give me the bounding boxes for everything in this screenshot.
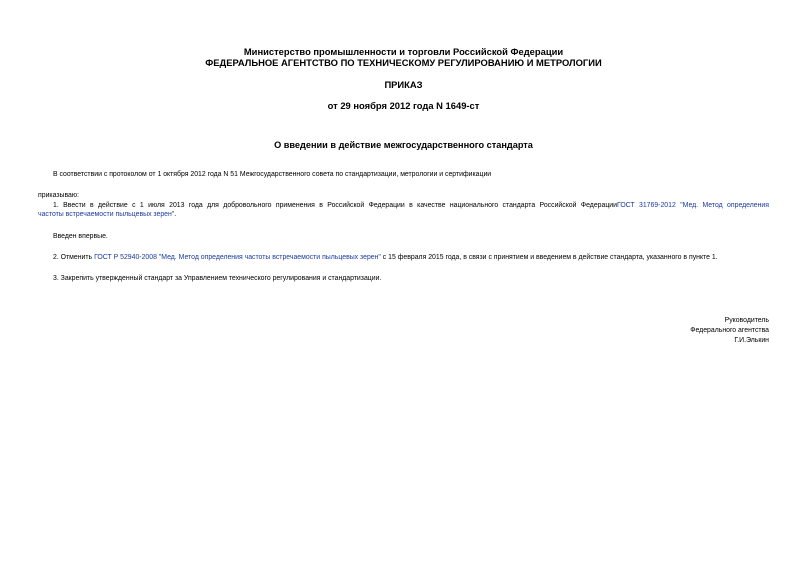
item-2-text-before: 2. Отменить	[53, 254, 95, 261]
gost-31769-link-continued[interactable]: частоты встречаемости пыльцевых зерен"	[38, 211, 175, 218]
intro-paragraph: В соответствии с протоколом от 1 октября 2012 года N 51 Межгосударственного совета по стандартизации, метрологии и сертификации	[53, 171, 492, 178]
document-subject: О введении в действие межгосударственного стандарта	[274, 140, 533, 150]
item-1-text: 1. Ввести в действие с 1 июля 2013 года для добровольного применения в Российской Федерации в качестве национального стандарта Российской Федерации	[53, 202, 617, 209]
first-time-note: Введен впервые.	[53, 233, 108, 240]
item-1-end: .	[174, 211, 177, 218]
document-date-number: от 29 ноября 2012 года N 1649-ст	[327, 100, 480, 111]
item-3-paragraph: 3. Закрепить утвержденный стандарт за Управлением технического регулирования и стандартизации.	[53, 275, 382, 282]
item-1-line-1	[53, 201, 769, 210]
document-type: ПРИКАЗ	[384, 79, 423, 90]
item-2-paragraph	[53, 253, 718, 262]
ministry-heading: Министерство промышленности и торговли Российской Федерации	[243, 46, 564, 57]
signature-name: Г.И.Элькин	[734, 337, 769, 344]
item-1-line-2	[38, 210, 176, 219]
signature-org: Федерального агентства	[690, 327, 769, 334]
agency-heading: ФЕДЕРАЛЬНОЕ АГЕНТСТВО ПО ТЕХНИЧЕСКОМУ РЕГУЛИРОВАНИЮ И МЕТРОЛОГИИ	[205, 57, 602, 68]
item-2-text-after: с 15 февраля 2015 года, в связи с принятием и введением в действие стандарта, указанного в пункте 1.	[380, 254, 718, 261]
signature-title: Руководитель	[724, 317, 769, 324]
gost-31769-link[interactable]: ГОСТ 31769-2012 "Мед. Метод определения	[616, 202, 769, 209]
order-word: приказываю:	[38, 192, 79, 199]
gost-r-52940-link[interactable]: ГОСТ Р 52940-2008 "Мед. Метод определения частоты встречаемости пыльцевых зерен"	[94, 254, 381, 261]
